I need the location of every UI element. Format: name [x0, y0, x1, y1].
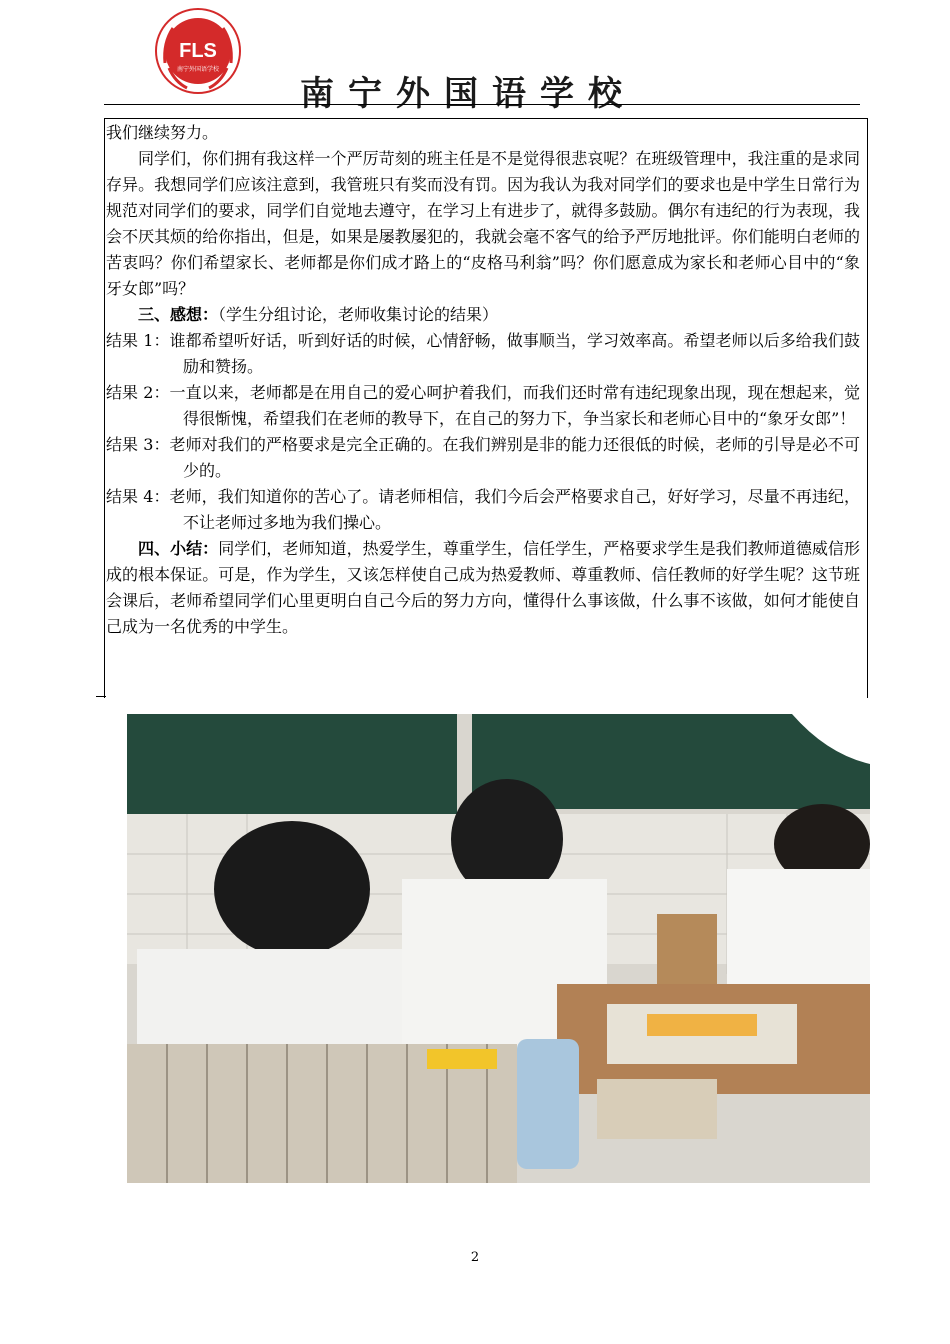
box-corner-mark	[96, 696, 106, 697]
water-bottle	[517, 1039, 579, 1169]
result-3: 结果 3：老师对我们的严格要求是完全正确的。在我们辨别是非的能力还很低的时候，老师的引导是必不可少的。	[106, 435, 860, 480]
page-header	[0, 0, 950, 112]
result-1: 结果 1：谁都希望听好话，听到好话的时候，心情舒畅，做事顺当，学习效率高。希望老师以后多给我们鼓励和赞扬。	[106, 331, 860, 376]
paragraph-continuation: 我们继续努力。	[106, 123, 219, 142]
student-right-shirt	[727, 869, 870, 994]
student-left-head	[214, 821, 370, 957]
section-3-heading: 三、感想：	[138, 305, 219, 324]
logo-text: FLS	[179, 40, 217, 62]
paragraph-teacher-reflection: 同学们，你们拥有我这样一个严厉苛刻的班主任是不是觉得很悲哀呢？在班级管理中，我注重的是求同存异。我想同学们应该注意到，我管班只有奖而没有罚。因为我认为我对同学们的要求也是中学生日常行为规范对同学们的要求，同学们自觉地去遵守，在学习上有进步了，就得多鼓励。偶尔有违纪的行为表现，我会不厌其烦的给你指出，但是，如果是屡教屡犯的，我就会毫不客气的给予严厉地批评。你们能明白老师的苦衷吗？你们希望家长、老师都是你们成才路上的“皮格马利翁”吗？你们愿意成为家长和老师心目中的“象牙女郎”吗？	[106, 149, 860, 298]
section-3-line	[106, 302, 860, 328]
result-2: 结果 2：一直以来，老师都是在用自己的爱心呵护着我们，而我们还时常有违纪现象出现，现在想起来，觉得很惭愧，希望我们在老师的教导下，在自己的努力下，争当家长和老师心目中的“象牙女郎”！	[106, 383, 860, 428]
section-4-heading: 四、小结：	[138, 539, 219, 558]
page-number: 2	[470, 1250, 480, 1265]
school-name-title: 南宁外国语学校	[300, 74, 636, 114]
logo-subtext: 南宁外国语学校	[176, 66, 220, 73]
section-4-text: 同学们，老师知道，热爱学生，尊重学生，信任学生，严格要求学生是我们教师道德威信形成的根本保证。可是，作为学生，又该怎样使自己成为热爱教师、尊重教师、信任教师的好学生呢？这节班会课后，老师希望同学们心里更明白自己今后的努力方向，懂得什么事该做，什么事不该做，如何才能使自己成为一名优秀的中学生。	[106, 539, 860, 636]
body-text	[106, 120, 860, 640]
section-4-line	[106, 536, 860, 640]
classroom-photo	[127, 714, 870, 1183]
result-4: 结果 4：老师，我们知道你的苦心了。请老师相信，我们今后会严格要求自己，好好学习，尽量不再违纪，不让老师过多地为我们操心。	[106, 487, 860, 532]
blackboard-left	[127, 714, 457, 814]
section-3-note: （学生分组讨论，老师收集讨论的结果）	[218, 305, 499, 324]
school-logo	[155, 8, 241, 94]
header-rule	[104, 104, 860, 105]
